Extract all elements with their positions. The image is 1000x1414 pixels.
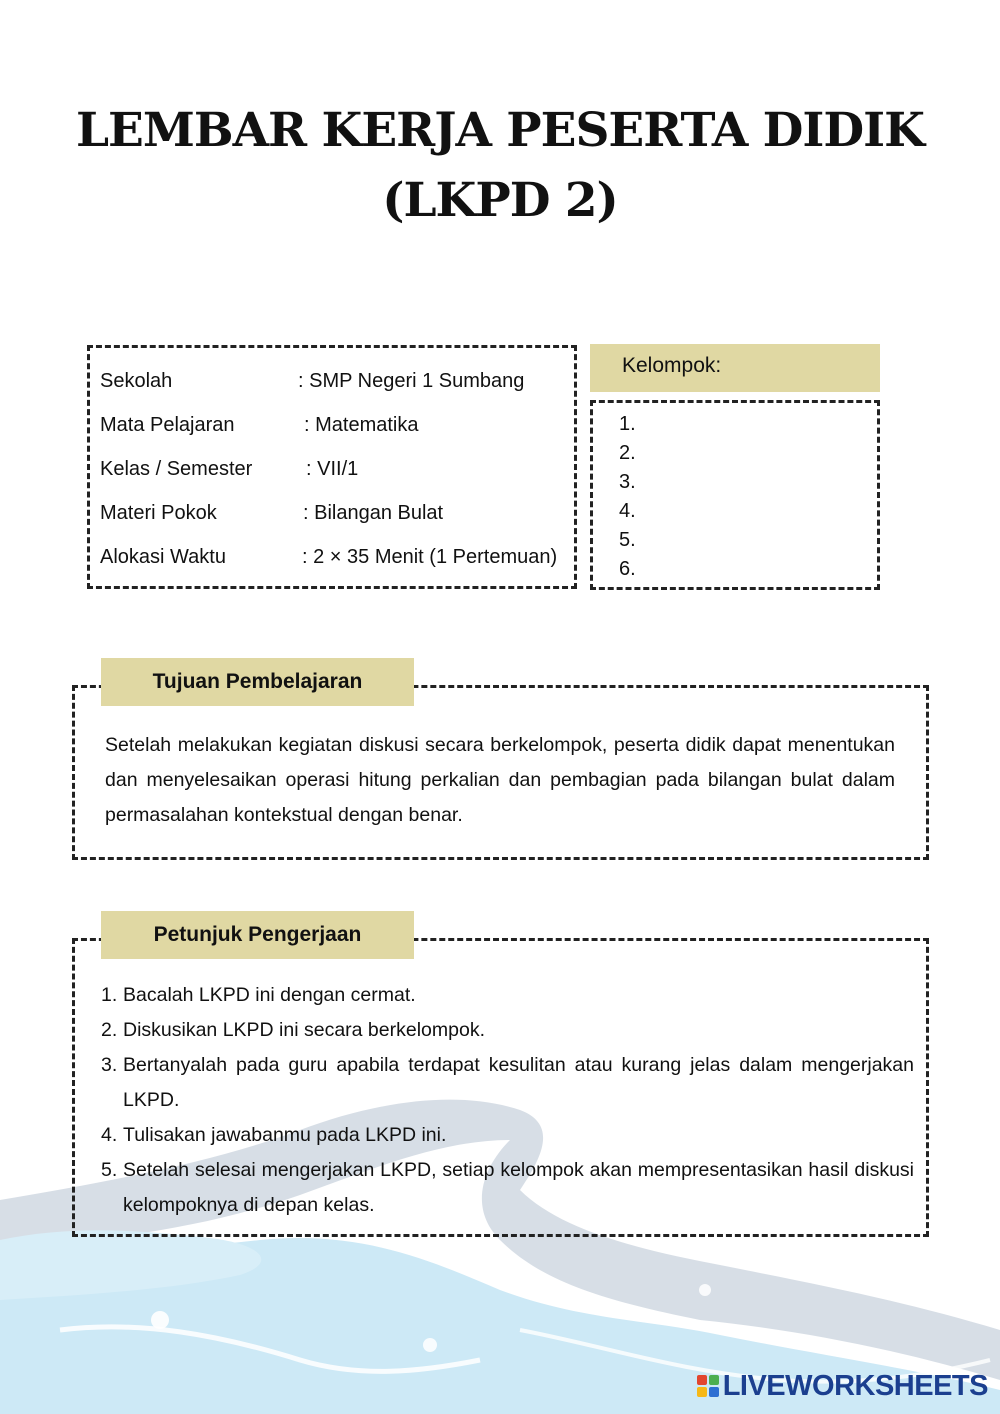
info-label: Materi Pokok	[100, 502, 217, 524]
petunjuk-step	[101, 1153, 914, 1223]
liveworksheets-logo-icon	[697, 1375, 719, 1397]
info-label: Kelas / Semester	[100, 458, 253, 480]
logo-square-red	[697, 1375, 707, 1385]
title-line-1: LEMBAR KERJA PESERTA DIDIK	[75, 103, 925, 158]
step-number: 4.	[101, 1124, 118, 1146]
identity-box	[87, 345, 577, 589]
tujuan-text: Setelah melakukan kegiatan diskusi secara berkelompok, peserta didik dapat menentukan dan menyelesaikan operasi hitung perkalian dan pembagian pada bilangan bulat dalam permasalahan kontekstual dengan benar.	[105, 734, 895, 826]
step-text: Bacalah LKPD ini dengan cermat.	[123, 984, 416, 1006]
petunjuk-step	[101, 1013, 914, 1048]
step-text: Tulisakan jawabanmu pada LKPD ini.	[123, 1124, 447, 1146]
liveworksheets-brand[interactable]	[697, 1370, 988, 1402]
info-label: Mata Pelajaran	[100, 414, 235, 436]
kelompok-member-slot: 5.	[619, 529, 636, 551]
step-text: Diskusikan LKPD ini secara berkelompok.	[123, 1019, 485, 1041]
petunjuk-step	[101, 1048, 914, 1118]
step-text: Bertanyalah pada guru apabila terdapat kesulitan atau kurang jelas dalam mengerjakan LKPD.	[123, 1054, 914, 1111]
info-label: Sekolah	[100, 370, 173, 392]
title-line-2: (LKPD 2)	[382, 173, 618, 228]
brand-text: LIVEWORKSHEETS	[722, 1369, 988, 1402]
kelompok-member-slot: 1.	[619, 413, 636, 435]
step-number: 5.	[101, 1159, 118, 1181]
info-value: : VII/1	[306, 458, 359, 480]
info-value: : Matematika	[304, 414, 419, 436]
worksheet-title	[0, 96, 1000, 236]
info-value: : SMP Negeri 1 Sumbang	[298, 370, 525, 392]
info-value: : 2 × 35 Menit (1 Pertemuan)	[302, 546, 558, 568]
logo-square-blue	[709, 1387, 719, 1397]
kelompok-member-slot: 3.	[619, 471, 636, 493]
logo-square-green	[709, 1375, 719, 1385]
kelompok-member-slot: 6.	[619, 558, 636, 580]
step-number: 3.	[101, 1054, 118, 1076]
step-number: 1.	[101, 984, 118, 1006]
kelompok-heading: Kelompok:	[590, 344, 880, 392]
petunjuk-steps	[101, 978, 914, 1223]
petunjuk-heading: Petunjuk Pengerjaan	[101, 911, 414, 959]
kelompok-list-box	[590, 400, 880, 590]
petunjuk-step	[101, 1118, 914, 1153]
step-number: 2.	[101, 1019, 118, 1041]
info-value: : Bilangan Bulat	[303, 502, 444, 524]
step-text: Setelah selesai mengerjakan LKPD, setiap kelompok akan mempresentasikan hasil diskusi kelompoknya di depan kelas.	[123, 1159, 914, 1216]
logo-square-yellow	[697, 1387, 707, 1397]
petunjuk-step	[101, 978, 914, 1013]
tujuan-heading: Tujuan Pembelajaran	[101, 658, 414, 706]
info-label: Alokasi Waktu	[100, 546, 226, 568]
kelompok-member-slot: 4.	[619, 500, 636, 522]
kelompok-member-slot: 2.	[619, 442, 636, 464]
